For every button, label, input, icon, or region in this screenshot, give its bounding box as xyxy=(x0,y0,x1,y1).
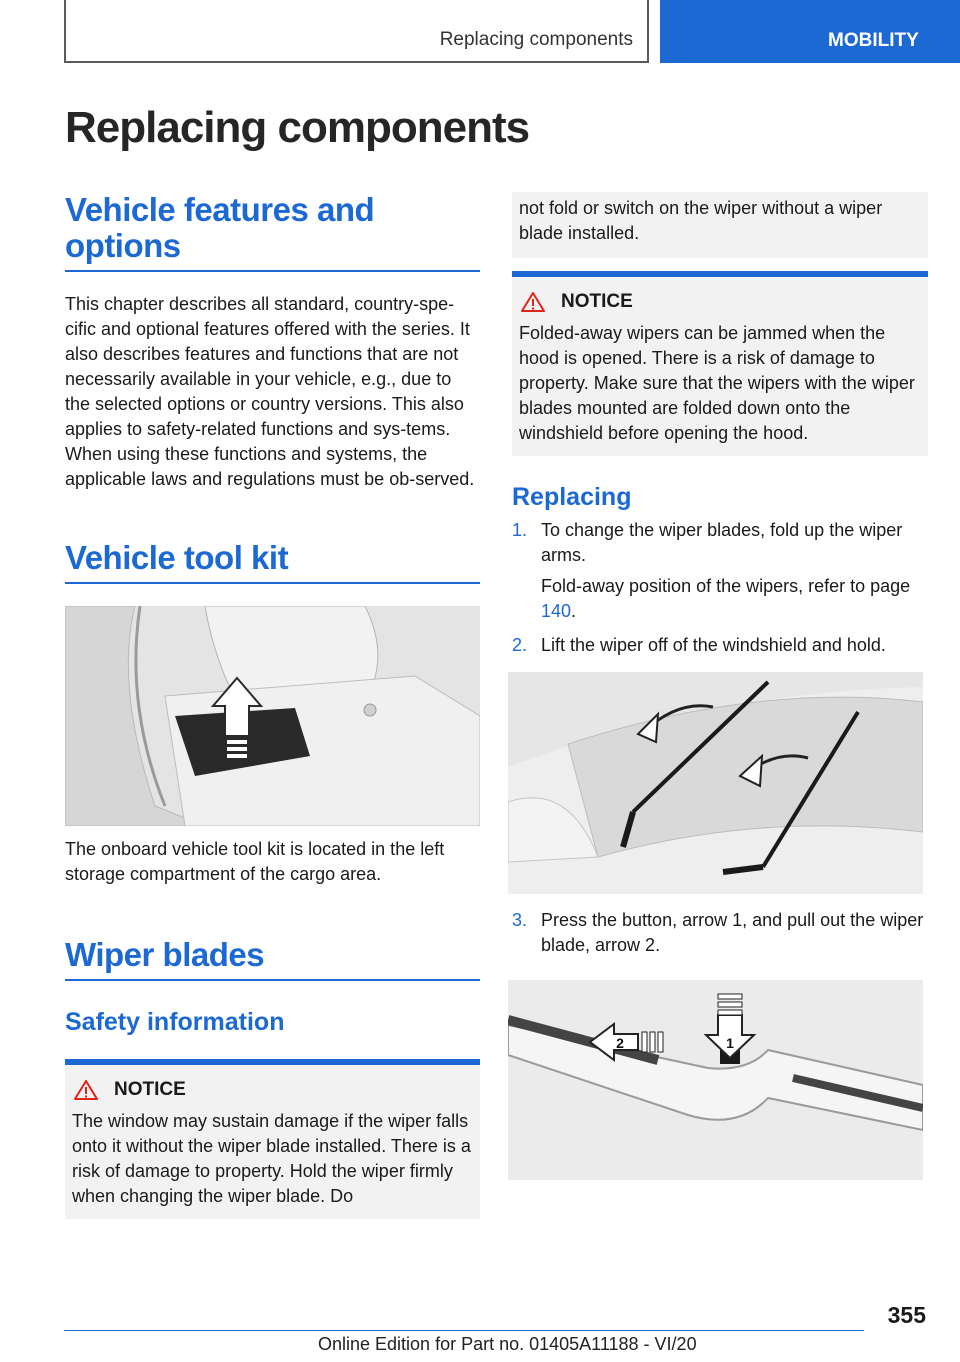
header-chapter-tab[interactable]: MOBILITY xyxy=(660,0,960,63)
step-text: Press the button, arrow 1, and pull out the wiper blade, arrow 2. xyxy=(541,910,924,955)
heading-replacing: Replacing xyxy=(512,483,632,511)
notice-title: NOTICE xyxy=(114,1079,186,1100)
section-heading-toolkit xyxy=(65,540,480,584)
page-number: 355 xyxy=(887,1302,926,1328)
replacing-steps xyxy=(512,518,928,658)
list-item xyxy=(512,908,928,958)
notice-header xyxy=(519,291,921,313)
notice-title: NOTICE xyxy=(561,291,633,312)
notice-box-window xyxy=(65,1059,480,1219)
header-section-title: Replacing components xyxy=(439,29,633,50)
step-subtext xyxy=(541,574,928,624)
heading-vehicle-features: Vehicle features and options xyxy=(65,191,375,264)
paragraph-features: This chapter describes all standard, country-spe-cific and optional features offered with the series. It also describes features and functions that are not necessarily available in your vehicle, e.g., due to the selected options or country versions. This also applies to safety-related functions and sys-tems. When using these functions and systems, the applicable laws and regulations must be ob-served. xyxy=(65,294,475,489)
footer-edition: Online Edition for Part no. 01405A11188 - VI/20 xyxy=(318,1334,697,1354)
list-item xyxy=(512,633,928,658)
page-title: Replacing components xyxy=(65,103,530,152)
arrow-1-label: 1 xyxy=(726,1035,734,1051)
step-text: Lift the wiper off of the windshield and hold. xyxy=(541,635,886,655)
header-bar xyxy=(64,0,649,63)
list-item xyxy=(512,518,928,624)
step-number: 1. xyxy=(512,520,528,540)
wiper-arms-illustration xyxy=(508,672,923,894)
footer-divider xyxy=(64,1330,864,1331)
windshield-wipers-drawing xyxy=(508,672,923,894)
section-heading-features xyxy=(65,192,480,272)
section-heading-wiper xyxy=(65,937,480,981)
warning-triangle-icon xyxy=(521,291,545,313)
tool-kit-illustration xyxy=(65,606,480,826)
wiper-blade-removal-illustration xyxy=(508,980,923,1180)
notice-box-window-continued xyxy=(512,192,928,258)
step-text: To change the wiper blades, fold up the wiper arms. xyxy=(541,520,903,565)
step-subtext-b: . xyxy=(571,601,577,621)
step-subtext-a: Fold-away position of the wipers, refer to page xyxy=(541,576,911,596)
notice-text-continued: not fold or switch on the wiper without a wiper blade installed. xyxy=(519,198,883,243)
step-number: 2. xyxy=(512,635,528,655)
notice-text: Folded-away wipers can be jammed when the hood is opened. There is a risk of damage to property. Make sure that the wipers with the wiper blades mounted are folded down onto the windshield before opening the hood. xyxy=(519,323,915,443)
heading-safety-information: Safety information xyxy=(65,1008,285,1036)
paragraph-toolkit: The onboard vehicle tool kit is located in the left storage compartment of the cargo area. xyxy=(65,839,445,884)
notice-box-hood xyxy=(512,271,928,456)
right-column xyxy=(512,192,928,1180)
heading-wiper-blades: Wiper blades xyxy=(65,936,265,973)
step-number: 3. xyxy=(512,910,528,930)
page-link-140[interactable]: 140 xyxy=(541,601,572,621)
left-column xyxy=(65,192,480,1219)
replacing-steps-continued xyxy=(512,908,928,958)
notice-text: The window may sustain damage if the wiper falls onto it without the wiper blade installed. There is a risk of damage to property. Hold the wiper firmly when changing the wiper blade. Do xyxy=(72,1111,471,1206)
wiper-blade-removal-drawing xyxy=(508,980,923,1180)
warning-triangle-icon xyxy=(74,1079,98,1101)
arrow-2-label: 2 xyxy=(616,1035,624,1051)
notice-header xyxy=(72,1079,473,1101)
heading-tool-kit: Vehicle tool kit xyxy=(65,539,289,576)
cargo-compartment-drawing xyxy=(65,606,480,826)
